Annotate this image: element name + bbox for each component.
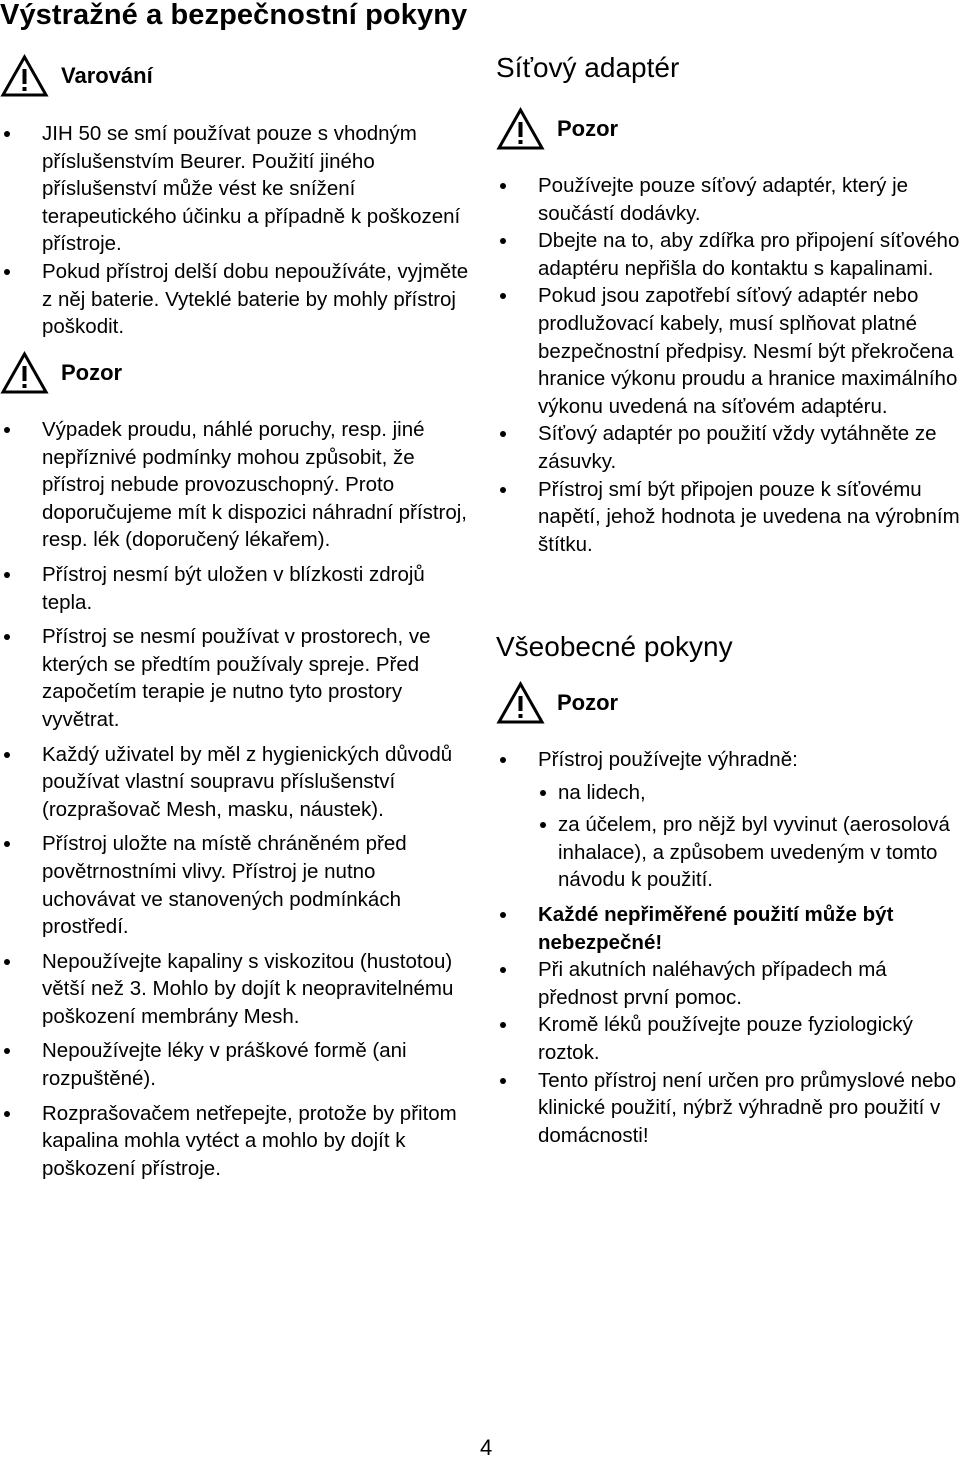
- list-item: [496, 746, 960, 894]
- warning-list: [0, 120, 470, 341]
- list-item-intro: Přístroj používejte výhradně:: [538, 748, 798, 771]
- list-item: Při akutních naléhavých případech má přednost první pomoc.: [496, 956, 960, 1011]
- caution-label: Pozor: [61, 360, 123, 385]
- list-item: Nepoužívejte léky v práškové formě (ani rozpuštěné).: [0, 1037, 470, 1092]
- warning-triangle-icon: [0, 351, 49, 395]
- list-item: Nepoužívejte kapaliny s viskozitou (hustotou) větší než 3. Mohlo by dojít k neopravitelnému poškození membrány Mesh.: [0, 948, 470, 1031]
- list-item: Výpadek proudu, náhlé poruchy, resp. jiné nepříznivé podmínky mohou způsobit, že přístroj nebude provozuschopný. Proto doporučujeme mít k dispozici náhradní přístroj, resp. lék (doporučený lékařem).: [0, 416, 470, 554]
- list-item: Pokud jsou zapotřebí síťový adaptér nebo prodlužovací kabely, musí splňovat platné bezpečnostní předpisy. Nesmí být překročena hranice výkonu proudu a hranice maximálního výkonu uvedená na síťovém adaptéru.: [496, 282, 960, 420]
- list-item: Rozprašovačem netřepejte, protože by přitom kapalina mohla vytéct a mohlo by dojít k poškození přístroje.: [0, 1100, 470, 1183]
- warning-triangle-icon: [496, 107, 545, 151]
- warning-notice: [0, 55, 153, 97]
- general-caution-notice: [496, 682, 618, 724]
- list-item: Přístroj se nesmí používat v prostorech, ve kterých se předtím používaly spreje. Před započetím terapie je nutno tyto prostory vyvětrat.: [0, 623, 470, 733]
- caution-list: [0, 416, 470, 1182]
- section-heading-general: Všeobecné pokyny: [496, 631, 733, 662]
- sublist-item: za účelem, pro nějž byl vyvinut (aerosolová inhalace), a způsobem uvedeným v tomto návodu k použití.: [538, 811, 960, 894]
- list-item: Síťový adaptér po použití vždy vytáhněte ze zásuvky.: [496, 420, 960, 475]
- warning-label: Varování: [61, 63, 153, 88]
- caution-notice: [0, 352, 122, 394]
- list-item: Přístroj nesmí být uložen v blízkosti zdrojů tepla.: [0, 561, 470, 616]
- list-item: JIH 50 se smí používat pouze s vhodným příslušenstvím Beurer. Použití jiného příslušenství může vést ke snížení terapeutického účinku a případně k poškození přístroje.: [0, 120, 470, 258]
- warning-triangle-icon: [496, 681, 545, 725]
- section-heading-adapter: Síťový adaptér: [496, 52, 680, 83]
- adapter-list: [496, 172, 960, 558]
- general-caution-label: Pozor: [557, 690, 619, 715]
- list-item: Kromě léků používejte pouze fyziologický roztok.: [496, 1011, 960, 1066]
- page-title: Výstražné a bezpečnostní pokyny: [0, 0, 468, 31]
- sublist: [538, 779, 960, 894]
- general-list: [496, 746, 960, 1149]
- list-item: Přístroj smí být připojen pouze k síťovému napětí, jehož hodnota je uvedena na výrobním štítku.: [496, 476, 960, 559]
- list-item: Dbejte na to, aby zdířka pro připojení síťového adaptéru nepřišla do kontaktu s kapalinami.: [496, 227, 960, 282]
- sublist-item: na lidech,: [538, 779, 960, 807]
- list-item: Přístroj uložte na místě chráněném před povětrnostními vlivy. Přístroj je nutno uchovávat ve stanovených podmínkách prostředí.: [0, 830, 470, 940]
- list-item: Každé nepřiměřené použití může být nebezpečné!: [496, 901, 960, 956]
- adapter-caution-notice: [496, 108, 618, 150]
- list-item: Tento přístroj není určen pro průmyslové nebo klinické použití, nýbrž výhradně pro použití v domácnosti!: [496, 1067, 960, 1150]
- adapter-caution-label: Pozor: [557, 116, 619, 141]
- warning-triangle-icon: [0, 54, 49, 98]
- list-item: Používejte pouze síťový adaptér, který je součástí dodávky.: [496, 172, 960, 227]
- list-item: Pokud přístroj delší dobu nepoužíváte, vyjměte z něj baterie. Vyteklé baterie by mohly přístroj poškodit.: [0, 258, 470, 341]
- page-number: 4: [480, 1435, 493, 1460]
- list-item: Každý uživatel by měl z hygienických důvodů používat vlastní soupravu příslušenství (rozprašovač Mesh, masku, náustek).: [0, 741, 470, 824]
